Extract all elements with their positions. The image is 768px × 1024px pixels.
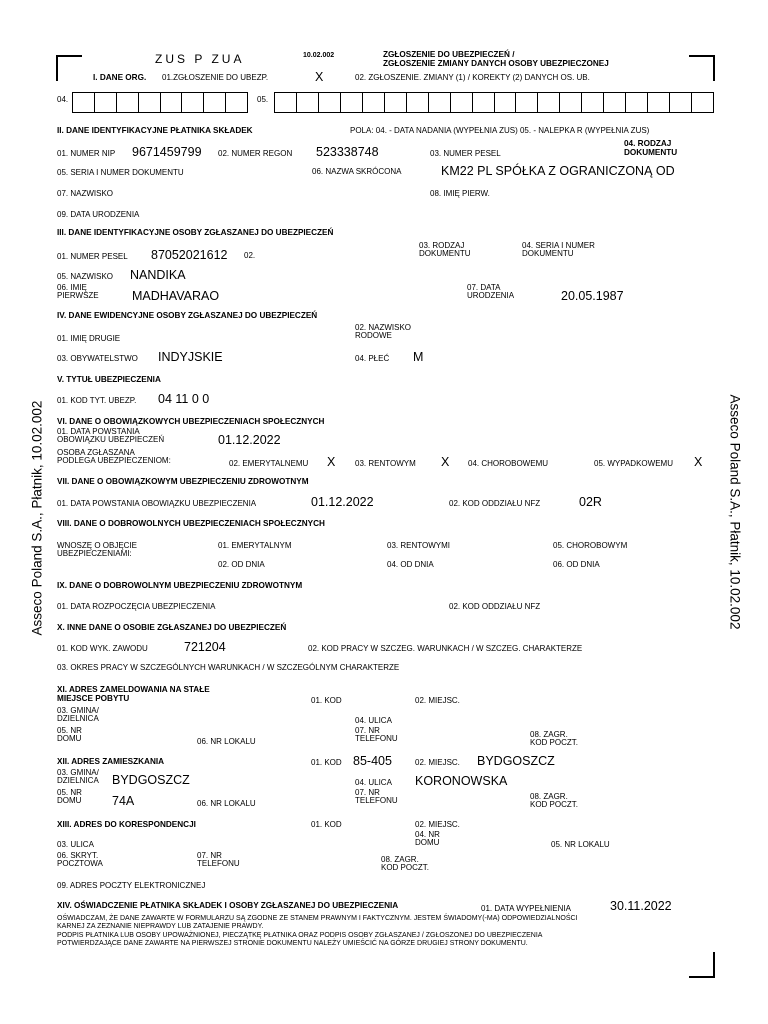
request-label: WNOSZĘ O OBJĘCIE UBEZPIECZENIAMI: xyxy=(57,541,138,559)
res-street-value[interactable]: KORONOWSKA xyxy=(415,774,508,788)
citizenship-value[interactable]: INDYJSKIE xyxy=(158,350,223,364)
field-zmiana-label: 02. ZGŁOSZENIE. ZMIANY (1) / KOREKTY (2) DANYCH OS. UB. xyxy=(355,73,590,82)
crop-mark-top-right xyxy=(689,55,715,81)
section-5-title: V. TYTUŁ UBEZPIECZENIA xyxy=(57,375,161,384)
section-9-title: IX. DANE O DOBROWOLNYM UBEZPIECZENIU ZDROWOTNYM xyxy=(57,581,303,590)
payer-surname-label: 07. NAZWISKO xyxy=(57,189,114,198)
health-date-value[interactable]: 01.12.2022 xyxy=(311,495,374,509)
fill-date-label: 01. DATA WYPEŁNIENIA xyxy=(481,904,571,913)
reg-postcode-label: 01. KOD xyxy=(311,696,342,705)
regon-value[interactable]: 523338748 xyxy=(316,145,379,159)
payer-pesel-label: 03. NUMER PESEL xyxy=(430,149,501,158)
declaration-text: OŚWIADCZAM, ŻE DANE ZAWARTE W FORMULARZU SĄ ZGODNE ZE STANEM PRAWNYM I FAKTYCZNYM. JESTEM ŚWIADOMY(-MA) ODPOWIEDZIALNOŚCI KARNEJ ZA ZEZNANIE NIEPRAWDY LUB ZATAJENIE PRAWDY. PODPIS PŁATNIKA LUB OSOBY UPOWAŻNIONEJ, PIECZĄTKĘ PŁATNIKA ORAZ PODPIS OSOBY ZGŁASZANEJ / ZGŁOSZONEJ DO UBEZPIECZENIA POTWIERDZAJĄCE DANE ZAWARTE NA PIERWSZEJ STRONIE DOKUMENTU NALEŻY UMIEŚCIĆ NA GÓRZE DRUGIEJ STRONY DOKUMENTU. xyxy=(57,915,578,947)
accident-check[interactable]: X xyxy=(694,455,703,469)
reg-house-label: 05. NR DOMU xyxy=(57,726,82,744)
section-13-title: XIII. ADRES DO KORESPONDENCJI xyxy=(57,820,196,829)
payer-firstname-label: 08. IMIĘ PIERW. xyxy=(430,189,490,198)
section-8-title: VIII. DANE O DOBROWOLNYCH UBEZPIECZENIACH SPOŁECZNYCH xyxy=(57,519,325,528)
res-house-value[interactable]: 74A xyxy=(112,794,135,808)
vol-pension-from-label: 02. OD DNIA xyxy=(218,560,265,569)
person-doc-number-label: 04. SERIA I NUMER DOKUMENTU xyxy=(522,241,595,259)
nip-label: 01. NUMER NIP xyxy=(57,149,116,158)
special-work-code-label: 02. KOD PRACY W SZCZEG. WARUNKACH / W SZCZEG. CHARAKTERZE xyxy=(308,644,583,653)
subject-to-label: OSOBA ZGŁASZANA PODLEGA UBEZPIECZENIOM: xyxy=(57,448,171,466)
citizenship-label: 03. OBYWATELSTWO xyxy=(57,354,138,363)
res-city-label: 02. MIEJSC. xyxy=(415,758,460,767)
accident-label: 05. WYPADKOWEMU xyxy=(594,459,673,468)
disability-label: 03. RENTOWYM xyxy=(355,459,416,468)
side-text-left: Asseco Poland S.A., Płatnik, 10.02.002 xyxy=(29,400,45,636)
section-6-title: VI. DANE O OBOWIĄZKOWYCH UBEZPIECZENIACH SPOŁECZNYCH xyxy=(57,417,325,426)
reg-foreign-code-label: 08. ZAGR. KOD POCZT. xyxy=(530,730,579,748)
res-postcode-label: 01. KOD xyxy=(311,758,342,767)
field-05-boxes[interactable] xyxy=(274,92,714,113)
insurance-code-value[interactable]: 04 11 0 0 xyxy=(158,392,210,406)
payer-doc-type-label: 04. RODZAJ DOKUMENTU xyxy=(624,139,678,157)
pension-label: 02. EMERYTALNEMU xyxy=(229,459,309,468)
field-zgloszenie-label: 01.ZGŁOSZENIE DO UBEZP. xyxy=(162,73,269,82)
vol-health-date-label: 01. DATA ROZPOCZĘCIA UBEZPIECZENIA xyxy=(57,602,216,611)
reg-district-label: 03. GMINA/ DZIELNICA xyxy=(57,706,99,724)
person-surname-value[interactable]: NANDIKA xyxy=(130,268,186,282)
insurance-code-label: 01. KOD TYT. UBEZP. xyxy=(57,396,137,405)
corr-postcode-label: 01. KOD xyxy=(311,820,342,829)
field-04-label: 04. xyxy=(57,95,69,104)
form-version: 10.02.002 xyxy=(303,52,335,59)
res-district-label: 03. GMINA/ DZIELNICA xyxy=(57,768,99,786)
section-14-title: XIV. OŚWIADCZENIE PŁATNIKA SKŁADEK I OSOBY ZGŁASZANEJ DO UBEZPIECZENIA xyxy=(57,901,399,910)
field-zgloszenie-check[interactable]: X xyxy=(315,70,324,84)
res-district-value[interactable]: BYDGOSZCZ xyxy=(112,773,190,787)
corr-house-label: 04. NR DOMU xyxy=(415,830,440,848)
vol-pension-label: 01. EMERYTALNYM xyxy=(218,541,292,550)
res-foreign-code-label: 08. ZAGR. KOD POCZT. xyxy=(530,792,579,810)
reg-street-label: 04. ULICA xyxy=(355,716,392,725)
profession-code-value[interactable]: 721204 xyxy=(184,640,226,654)
section-2-pola: POLA: 04. - DATA NADANIA (WYPEŁNIA ZUS) 05. - NALEPKA R (WYPEŁNIA ZUS) xyxy=(350,126,650,135)
corr-phone-label: 07. NR TELEFONU xyxy=(197,851,240,869)
form-heading-line1: ZGŁOSZENIE DO UBEZPIECZEŃ / xyxy=(383,50,515,59)
section-2-title: II. DANE IDENTYFIKACYJNE PŁATNIKA SKŁADEK xyxy=(57,126,253,135)
person-firstname-label: 06. IMIĘ PIERWSZE xyxy=(57,283,99,301)
second-name-label: 01. IMIĘ DRUGIE xyxy=(57,334,121,343)
person-birthdate-value[interactable]: 20.05.1987 xyxy=(561,289,624,303)
res-phone-label: 07. NR TELEFONU xyxy=(355,788,398,806)
section-12-title: XII. ADRES ZAMIESZKANIA xyxy=(57,757,165,766)
res-city-value[interactable]: BYDGOSZCZ xyxy=(477,754,555,768)
email-label: 09. ADRES POCZTY ELEKTRONICZNEJ xyxy=(57,881,206,890)
res-postcode-value[interactable]: 85-405 xyxy=(353,754,392,768)
form-title: ZUS P ZUA xyxy=(155,52,245,66)
res-flat-label: 06. NR LOKALU xyxy=(197,799,256,808)
crop-mark-bottom-right xyxy=(689,952,715,978)
mandatory-date-value[interactable]: 01.12.2022 xyxy=(218,433,281,447)
corr-foreign-code-label: 08. ZAGR. KOD POCZT. xyxy=(381,855,430,873)
form-heading-line2: ZGŁOSZENIE ZMIANY DANYCH OSOBY UBEZPIECZONEJ xyxy=(383,59,609,68)
side-text-right: Asseco Poland S.A., Płatnik, 10.02.002 xyxy=(727,394,743,630)
section-7-title: VII. DANE O OBOWIĄZKOWYM UBEZPIECZENIU ZDROWOTNYM xyxy=(57,477,309,486)
sickness-label: 04. CHOROBOWEMU xyxy=(468,459,549,468)
person-field-02-label: 02. xyxy=(244,251,256,260)
payer-birthdate-label: 09. DATA URODZENIA xyxy=(57,210,140,219)
res-house-label: 05. NR DOMU xyxy=(57,788,82,806)
section-3-title: III. DANE IDENTYFIKACYJNE OSOBY ZGŁASZANEJ DO UBEZPIECZEŃ xyxy=(57,228,334,237)
regon-label: 02. NUMER REGON xyxy=(218,149,293,158)
section-4-title: IV. DANE EWIDENCYJNE OSOBY ZGŁASZANEJ DO UBEZPIECZEŃ xyxy=(57,311,318,320)
section-11-title: XI. ADRES ZAMELDOWANIA NA STAŁE MIEJSCE POBYTU xyxy=(57,685,210,703)
person-surname-label: 05. NAZWISKO xyxy=(57,272,114,281)
sex-label: 04. PŁEĆ xyxy=(355,354,390,363)
disability-check[interactable]: X xyxy=(441,455,450,469)
corr-flat-label: 05. NR LOKALU xyxy=(551,840,610,849)
mandatory-date-label: 01. DATA POWSTANIA OBOWIĄZKU UBEZPIECZEŃ xyxy=(57,427,165,445)
vol-nfz-code-label: 02. KOD ODDZIAŁU NFZ xyxy=(449,602,541,611)
health-date-label: 01. DATA POWSTANIA OBOWIĄZKU UBEZPIECZENIA xyxy=(57,499,257,508)
nip-value[interactable]: 9671459799 xyxy=(132,145,202,159)
corr-city-label: 02. MIEJSC. xyxy=(415,820,460,829)
corr-pobox-label: 06. SKRYT. POCZTOWA xyxy=(57,851,103,869)
sex-value[interactable]: M xyxy=(413,350,424,364)
field-04-boxes[interactable] xyxy=(72,92,248,113)
profession-code-label: 01. KOD WYK. ZAWODU xyxy=(57,644,148,653)
nfz-code-label: 02. KOD ODDZIAŁU NFZ xyxy=(449,499,541,508)
vol-sickness-label: 05. CHOROBOWYM xyxy=(553,541,628,550)
short-name-value[interactable]: KM22 PL SPÓŁKA Z OGRANICZONĄ OD xyxy=(441,164,675,178)
maiden-name-label: 02. NAZWISKO RODOWE xyxy=(355,323,412,341)
corr-street-label: 03. ULICA xyxy=(57,840,94,849)
res-street-label: 04. ULICA xyxy=(355,778,392,787)
nfz-code-value[interactable]: 02R xyxy=(579,495,602,509)
reg-phone-label: 07. NR TELEFONU xyxy=(355,726,398,744)
person-birthdate-label: 07. DATA URODZENIA xyxy=(467,283,515,301)
person-firstname-value[interactable]: MADHAVARAO xyxy=(132,289,220,303)
vol-disability-from-label: 04. OD DNIA xyxy=(387,560,434,569)
crop-mark-top-left xyxy=(56,55,82,81)
special-work-period-label: 03. OKRES PRACY W SZCZEGÓLNYCH WARUNKACH / W SZCZEGÓLNYM CHARAKTERZE xyxy=(57,663,400,672)
pension-check[interactable]: X xyxy=(327,455,336,469)
fill-date-value[interactable]: 30.11.2022 xyxy=(610,899,672,913)
person-doc-type-label: 03. RODZAJ DOKUMENTU xyxy=(419,241,471,259)
field-05-label: 05. xyxy=(257,95,269,104)
payer-doc-number-label: 05. SERIA I NUMER DOKUMENTU xyxy=(57,168,184,177)
vol-disability-label: 03. RENTOWYMI xyxy=(387,541,450,550)
reg-flat-label: 06. NR LOKALU xyxy=(197,737,256,746)
reg-city-label: 02. MIEJSC. xyxy=(415,696,460,705)
person-pesel-label: 01. NUMER PESEL xyxy=(57,252,128,261)
vol-sickness-from-label: 06. OD DNIA xyxy=(553,560,600,569)
section-org-title: I. DANE ORG. xyxy=(93,73,147,82)
person-pesel-value[interactable]: 87052021612 xyxy=(151,248,228,262)
section-10-title: X. INNE DANE O OSOBIE ZGŁASZANEJ DO UBEZPIECZEŃ xyxy=(57,623,287,632)
short-name-label: 06. NAZWA SKRÓCONA xyxy=(312,167,402,176)
